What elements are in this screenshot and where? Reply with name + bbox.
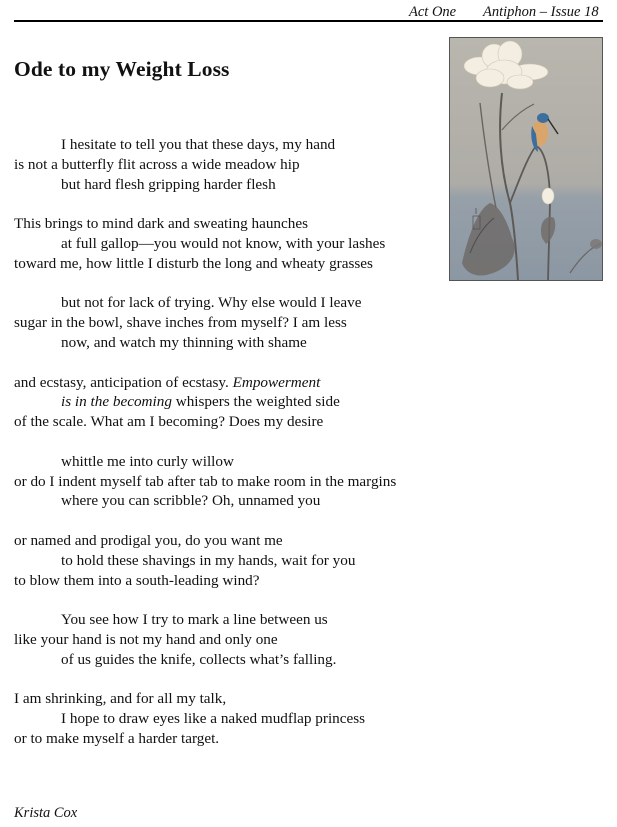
stanza <box>14 373 396 432</box>
running-header <box>0 0 617 22</box>
poem-line-italic: is in the becoming <box>61 393 172 411</box>
poem-line-italic: Empowerment <box>232 373 321 391</box>
poem-line: at full gallop—you would not know, with your lashes <box>61 234 386 252</box>
header-section: Act One <box>409 4 457 20</box>
poem-line: I hope to draw eyes like a naked mudflap princess <box>61 710 366 728</box>
poem-line: is not a butterfly flit across a wide meadow hip <box>14 155 300 173</box>
poem-line: I am shrinking, and for all my talk, <box>14 690 227 708</box>
poem-line: or named and prodigal you, do you want me <box>14 531 283 549</box>
poem-title: Ode to my Weight Loss <box>14 57 230 81</box>
kingfisher-lotus-illustration <box>449 37 603 281</box>
poem-line: sugar in the bowl, shave inches from myself? I am less <box>14 314 347 332</box>
header-rule <box>14 20 603 22</box>
poem-line: now, and watch my thinning with shame <box>61 333 307 351</box>
stanza <box>14 689 396 748</box>
poem-body <box>14 135 396 769</box>
poem-line: to blow them into a south-leading wind? <box>14 571 260 589</box>
poem-line-roman: whispers the weighted side <box>171 393 340 411</box>
stanza <box>14 214 396 273</box>
poem-line: whittle me into curly willow <box>61 452 234 470</box>
poem-line <box>14 392 396 412</box>
poem-line: where you can scribble? Oh, unnamed you <box>61 492 321 510</box>
poem-line: or to make myself a harder target. <box>14 729 220 747</box>
poem-line: or do I indent myself tab after tab to make room in the margins <box>14 472 397 490</box>
poem-line <box>14 373 396 393</box>
header-publication: Antiphon – Issue 18 <box>483 4 599 20</box>
poem-line: but not for lack of trying. Why else would I leave <box>61 294 362 312</box>
stanza <box>14 610 396 669</box>
stanza <box>14 135 396 194</box>
poem-line: toward me, how little I disturb the long and wheaty grasses <box>14 254 373 272</box>
poem-author: Krista Cox <box>14 805 78 821</box>
poem-line: but hard flesh gripping harder flesh <box>61 175 276 193</box>
poem-line: like your hand is not my hand and only one <box>14 630 278 648</box>
stanza <box>14 293 396 352</box>
poem-line-roman: and ecstasy, anticipation of ecstasy. <box>14 373 233 391</box>
poem-line: of us guides the knife, collects what’s falling. <box>61 650 337 668</box>
poem-line: of the scale. What am I becoming? Does my desire <box>14 413 324 431</box>
stanza <box>14 452 396 511</box>
poem-line: You see how I try to mark a line between us <box>61 611 328 629</box>
poem-line: This brings to mind dark and sweating haunches <box>14 215 308 233</box>
stanza <box>14 531 396 590</box>
poem-line: I hesitate to tell you that these days, my hand <box>61 136 336 153</box>
poem-line: to hold these shavings in my hands, wait for you <box>61 551 356 569</box>
